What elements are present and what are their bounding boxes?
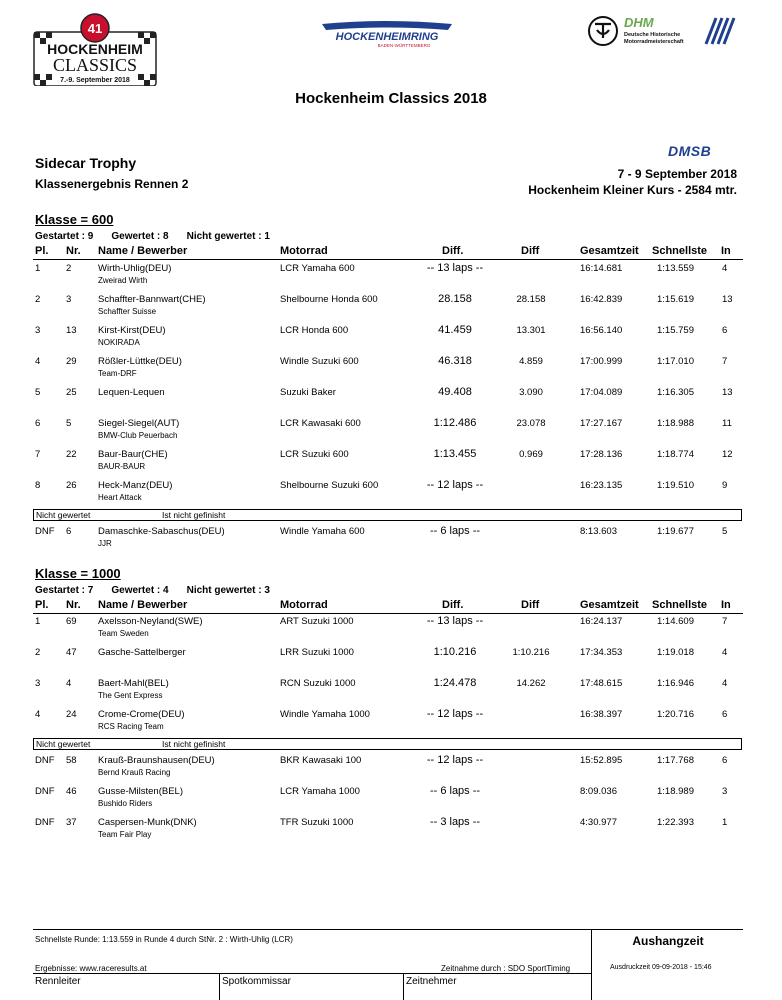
table-row xyxy=(0,678,782,708)
cell-schnellste: 1:18.774 xyxy=(657,449,694,460)
event-venue: Hockenheim Kleiner Kurs - 2584 mtr. xyxy=(528,183,737,197)
svg-text:41: 41 xyxy=(87,21,103,36)
cell-nr: 25 xyxy=(66,387,77,398)
cell-pl: 2 xyxy=(35,294,41,305)
cell-diff: 1:10.216 xyxy=(433,646,477,658)
cell-name: Gusse-Milsten(BEL) xyxy=(98,786,183,797)
cell-pl: 8 xyxy=(35,480,41,491)
timing-provider: Zeitnahme durch : SDO SportTiming xyxy=(441,964,571,973)
class-600-gestartet: Gestartet : 9 xyxy=(35,231,94,242)
cell-team: Zweirad Wirth xyxy=(98,276,148,285)
cell-diff2: 0.969 xyxy=(519,449,543,460)
cell-gesamtzeit: 16:24.137 xyxy=(580,616,623,627)
cell-diff: -- 12 laps -- xyxy=(426,479,484,491)
table-row xyxy=(0,449,782,479)
event-subtitle: Klassenergebnis Rennen 2 xyxy=(35,177,189,191)
cell-diff: -- 13 laps -- xyxy=(426,615,484,627)
cell-team: Team Fair Play xyxy=(98,830,152,839)
table-row xyxy=(0,526,782,556)
cell-gesamtzeit: 4:30.977 xyxy=(580,817,617,828)
nicht-gefinisht-label: Ist nicht gefinisht xyxy=(162,739,226,749)
col-name: Name / Bewerber xyxy=(98,599,188,611)
cell-diff: 1:12.486 xyxy=(433,417,477,429)
nicht-gefinisht-label: Ist nicht gefinisht xyxy=(162,510,226,520)
cell-diff: 28.158 xyxy=(438,293,472,305)
cell-nr: 37 xyxy=(66,817,77,828)
cell-motorrad: Shelbourne Suzuki 600 xyxy=(280,480,379,491)
cell-motorrad: LCR Yamaha 1000 xyxy=(280,786,360,797)
cell-team: Schaffter Suisse xyxy=(98,307,157,316)
svg-text:HOCKENHEIMRING: HOCKENHEIMRING xyxy=(335,31,439,43)
col-diff: Diff. xyxy=(442,599,464,611)
cell-in: 4 xyxy=(722,263,728,274)
cell-pl: 6 xyxy=(35,418,41,429)
cell-diff: 41.459 xyxy=(438,324,472,336)
col-diff2: Diff xyxy=(521,245,540,257)
cell-schnellste: 1:17.768 xyxy=(657,755,694,766)
cell-in: 6 xyxy=(722,325,728,336)
table-row xyxy=(0,480,782,510)
cell-schnellste: 1:16.946 xyxy=(657,678,694,689)
cell-schnellste: 1:19.677 xyxy=(657,526,694,537)
col-schnellste: Schnellste xyxy=(652,599,708,611)
class-1000-column-header xyxy=(0,599,782,613)
cell-pl: 7 xyxy=(35,449,41,460)
class-1000-header-rule xyxy=(33,613,743,614)
cell-diff2: 3.090 xyxy=(519,387,543,398)
cell-gesamtzeit: 16:23.135 xyxy=(580,480,623,491)
cell-gesamtzeit: 8:09.036 xyxy=(580,786,617,797)
cell-schnellste: 1:18.989 xyxy=(657,786,694,797)
cell-gesamtzeit: 17:48.615 xyxy=(580,678,623,689)
cell-gesamtzeit: 17:28.136 xyxy=(580,449,623,460)
cell-in: 4 xyxy=(722,647,728,658)
cell-nr: 2 xyxy=(66,263,72,274)
cell-diff: -- 6 laps -- xyxy=(429,525,481,537)
cell-nr: 3 xyxy=(66,294,72,305)
cell-motorrad: BKR Kawasaki 100 xyxy=(280,755,362,766)
col-in: In xyxy=(721,599,731,611)
nicht-gewertet-label: Nicht gewertet xyxy=(36,510,91,520)
class-1000-stats xyxy=(35,585,270,596)
col-name: Name / Bewerber xyxy=(98,245,188,257)
cell-pl: DNF xyxy=(35,786,55,797)
cell-in: 7 xyxy=(722,616,728,627)
col-pl: Pl. xyxy=(35,599,49,611)
sportkommissar-label: Spotkommissar xyxy=(222,976,291,987)
table-row xyxy=(0,356,782,386)
col-gesamtzeit: Gesamtzeit xyxy=(580,599,639,611)
class-600-title: Klasse = 600 xyxy=(35,212,114,227)
cell-schnellste: 1:15.619 xyxy=(657,294,694,305)
dmsb-logo: DMSB xyxy=(668,143,712,159)
cell-nr: 47 xyxy=(66,647,77,658)
hockenheim-classics-logo xyxy=(32,12,158,86)
cell-diff: 46.318 xyxy=(438,355,472,367)
cell-motorrad: ART Suzuki 1000 xyxy=(280,616,354,627)
aushangzeit-title: Aushangzeit xyxy=(632,934,704,948)
cell-team: NOKIRADA xyxy=(98,338,140,347)
cell-nr: 26 xyxy=(66,480,77,491)
cell-schnellste: 1:19.018 xyxy=(657,647,694,658)
cell-diff: -- 12 laps -- xyxy=(426,708,484,720)
cell-name: Kirst-Kirst(DEU) xyxy=(98,325,166,336)
cell-pl: DNF xyxy=(35,526,55,537)
table-row xyxy=(0,294,782,324)
col-diff: Diff. xyxy=(442,245,464,257)
cell-diff: -- 3 laps -- xyxy=(429,816,481,828)
cell-team: BAUR-BAUR xyxy=(98,462,146,471)
class-1000-nicht-gewertet-bar xyxy=(33,738,742,750)
cell-gesamtzeit: 17:00.999 xyxy=(580,356,623,367)
cell-nr: 4 xyxy=(66,678,72,689)
cell-diff: -- 12 laps -- xyxy=(426,754,484,766)
svg-text:7.-9. September 2018: 7.-9. September 2018 xyxy=(60,77,130,84)
cell-diff: 49.408 xyxy=(438,386,472,398)
cell-pl: DNF xyxy=(35,817,55,828)
zeitnehmer-label: Zeitnehmer xyxy=(406,976,457,987)
cell-motorrad: Windle Yamaha 600 xyxy=(280,526,365,537)
cell-diff: 1:13.455 xyxy=(433,448,477,460)
cell-pl: 1 xyxy=(35,263,41,274)
cell-diff2: 28.158 xyxy=(516,294,546,305)
cell-name: Crome-Crome(DEU) xyxy=(98,709,185,720)
class-1000-gewertet: Gewertet : 4 xyxy=(111,585,169,596)
cell-diff: -- 6 laps -- xyxy=(429,785,481,797)
cell-schnellste: 1:14.609 xyxy=(657,616,694,627)
cell-diff2: 1:10.216 xyxy=(512,647,550,658)
class-600-header-rule xyxy=(33,259,743,260)
footer xyxy=(33,929,743,1000)
cell-diff: -- 13 laps -- xyxy=(426,262,484,274)
cell-team: JJR xyxy=(98,539,112,548)
cell-diff2: 23.078 xyxy=(516,418,546,429)
col-in: In xyxy=(721,245,731,257)
table-row xyxy=(0,418,782,448)
cell-pl: 3 xyxy=(35,325,41,336)
cell-nr: 29 xyxy=(66,356,77,367)
class-600-nicht-gewertet: Nicht gewertet : 1 xyxy=(186,231,270,242)
cell-nr: 13 xyxy=(66,325,77,336)
cell-motorrad: LCR Suzuki 600 xyxy=(280,449,349,460)
cell-name: Lequen-Lequen xyxy=(98,387,165,398)
class-600-nicht-gewertet-bar xyxy=(33,509,742,521)
results-url[interactable]: Ergebnisse: www.raceresults.at xyxy=(35,964,147,973)
cell-in: 7 xyxy=(722,356,728,367)
cell-diff: 1:24.478 xyxy=(433,677,477,689)
cell-pl: 4 xyxy=(35,356,41,367)
cell-team: RCS Racing Team xyxy=(98,722,164,731)
table-row xyxy=(0,647,782,677)
cell-in: 3 xyxy=(722,786,728,797)
logo-bar xyxy=(0,0,782,90)
table-row xyxy=(0,817,782,847)
cell-team: The Gent Express xyxy=(98,691,163,700)
nicht-gewertet-label: Nicht gewertet xyxy=(36,739,91,749)
cell-name: Krauß-Braunshausen(DEU) xyxy=(98,755,215,766)
cell-name: Baur-Baur(CHE) xyxy=(98,449,168,460)
hockenheimring-logo xyxy=(312,20,462,50)
cell-pl: DNF xyxy=(35,755,55,766)
svg-text:DHM: DHM xyxy=(624,15,654,30)
table-row xyxy=(0,755,782,785)
col-motorrad: Motorrad xyxy=(280,245,328,257)
cell-schnellste: 1:16.305 xyxy=(657,387,694,398)
cell-name: Axelsson-Neyland(SWE) xyxy=(98,616,203,627)
cell-diff2: 13.301 xyxy=(516,325,546,336)
cell-in: 9 xyxy=(722,480,728,491)
col-nr: Nr. xyxy=(66,599,81,611)
cell-motorrad: LCR Yamaha 600 xyxy=(280,263,355,274)
cell-motorrad: LCR Kawasaki 600 xyxy=(280,418,361,429)
event-info xyxy=(528,166,737,198)
cell-in: 13 xyxy=(722,294,733,305)
cell-pl: 5 xyxy=(35,387,41,398)
cell-name: Gasche-Sattelberger xyxy=(98,647,186,658)
cell-motorrad: TFR Suzuki 1000 xyxy=(280,817,354,828)
cell-diff2: 4.859 xyxy=(519,356,543,367)
cell-in: 6 xyxy=(722,755,728,766)
cell-gesamtzeit: 17:04.089 xyxy=(580,387,623,398)
cell-team: Team-DRF xyxy=(98,369,137,378)
col-diff2: Diff xyxy=(521,599,540,611)
class-600-stats xyxy=(35,231,270,242)
cell-name: Schaffter-Bannwart(CHE) xyxy=(98,294,206,305)
col-schnellste: Schnellste xyxy=(652,245,708,257)
table-row xyxy=(0,709,782,739)
cell-schnellste: 1:20.716 xyxy=(657,709,694,720)
cell-name: Caspersen-Munk(DNK) xyxy=(98,817,197,828)
cell-nr: 24 xyxy=(66,709,77,720)
cell-gesamtzeit: 16:14.681 xyxy=(580,263,623,274)
col-motorrad: Motorrad xyxy=(280,599,328,611)
cell-team: Bushido Riders xyxy=(98,799,153,808)
cell-gesamtzeit: 17:34.353 xyxy=(580,647,623,658)
col-nr: Nr. xyxy=(66,245,81,257)
cell-in: 13 xyxy=(722,387,733,398)
cell-in: 1 xyxy=(722,817,728,828)
svg-text:CLASSICS: CLASSICS xyxy=(52,55,138,75)
cell-in: 6 xyxy=(722,709,728,720)
cell-gesamtzeit: 8:13.603 xyxy=(580,526,617,537)
event-title: Sidecar Trophy xyxy=(35,155,137,171)
cell-pl: 3 xyxy=(35,678,41,689)
svg-text:Motorradmeisterschaft: Motorradmeisterschaft xyxy=(624,39,684,45)
cell-in: 5 xyxy=(722,526,728,537)
cell-in: 11 xyxy=(722,418,732,429)
cell-nr: 58 xyxy=(66,755,77,766)
rennleiter-label: Rennleiter xyxy=(35,976,81,987)
cell-schnellste: 1:22.393 xyxy=(657,817,694,828)
cell-name: Siegel-Siegel(AUT) xyxy=(98,418,180,429)
cell-gesamtzeit: 16:56.140 xyxy=(580,325,623,336)
cell-nr: 5 xyxy=(66,418,72,429)
table-row xyxy=(0,387,782,417)
cell-schnellste: 1:17.010 xyxy=(657,356,694,367)
ausdruckzeit: Ausdruckzeit 09-09-2018 - 15:46 xyxy=(610,964,712,971)
cell-motorrad: Suzuki Baker xyxy=(280,387,336,398)
fastest-lap: Schnellste Runde: 1:13.559 in Runde 4 durch StNr. 2 : Wirth-Uhlig (LCR) xyxy=(35,935,293,944)
page-title: Hockenheim Classics 2018 xyxy=(295,90,487,107)
cell-name: Rößler-Lüttke(DEU) xyxy=(98,356,182,367)
table-row xyxy=(0,263,782,293)
class-1000-gestartet: Gestartet : 7 xyxy=(35,585,94,596)
svg-text:Deutsche Historische: Deutsche Historische xyxy=(624,32,681,38)
footer-info xyxy=(33,930,591,1000)
cell-motorrad: Shelbourne Honda 600 xyxy=(280,294,378,305)
cell-schnellste: 1:15.759 xyxy=(657,325,694,336)
cell-gesamtzeit: 16:42.839 xyxy=(580,294,623,305)
cell-name: Wirth-Uhlig(DEU) xyxy=(98,263,172,274)
cell-nr: 46 xyxy=(66,786,77,797)
class-600-gewertet: Gewertet : 8 xyxy=(111,231,169,242)
col-gesamtzeit: Gesamtzeit xyxy=(580,245,639,257)
signature-row xyxy=(33,973,591,1000)
col-pl: Pl. xyxy=(35,245,49,257)
cell-motorrad: Windle Suzuki 600 xyxy=(280,356,359,367)
cell-name: Heck-Manz(DEU) xyxy=(98,480,173,491)
cell-schnellste: 1:19.510 xyxy=(657,480,694,491)
class-600-column-header xyxy=(0,245,782,259)
cell-motorrad: LRR Suzuki 1000 xyxy=(280,647,354,658)
cell-team: Team Sweden xyxy=(98,629,149,638)
cell-name: Damaschke-Sabaschus(DEU) xyxy=(98,526,225,537)
class-1000-nicht-gewertet: Nicht gewertet : 3 xyxy=(186,585,270,596)
svg-text:HOCKENHEIM: HOCKENHEIM xyxy=(47,41,143,57)
cell-team: BMW-Club Peuerbach xyxy=(98,431,178,440)
cell-schnellste: 1:18.988 xyxy=(657,418,694,429)
cell-gesamtzeit: 16:38.397 xyxy=(580,709,623,720)
signature-divider xyxy=(403,974,404,1000)
cell-motorrad: LCR Honda 600 xyxy=(280,325,349,336)
cell-pl: 4 xyxy=(35,709,41,720)
cell-in: 4 xyxy=(722,678,728,689)
cell-nr: 6 xyxy=(66,526,72,537)
cell-pl: 2 xyxy=(35,647,41,658)
class-1000-title: Klasse = 1000 xyxy=(35,566,121,581)
cell-schnellste: 1:13.559 xyxy=(657,263,694,274)
cell-name: Baert-Mahl(BEL) xyxy=(98,678,169,689)
svg-text:BADEN-WÜRTTEMBERG: BADEN-WÜRTTEMBERG xyxy=(377,43,431,48)
cell-motorrad: RCN Suzuki 1000 xyxy=(280,678,356,689)
signature-divider xyxy=(219,974,220,1000)
cell-nr: 69 xyxy=(66,616,77,627)
cell-in: 12 xyxy=(722,449,733,460)
table-row xyxy=(0,616,782,646)
dhm-logo xyxy=(588,14,738,48)
cell-gesamtzeit: 15:52.895 xyxy=(580,755,623,766)
cell-motorrad: Windle Yamaha 1000 xyxy=(280,709,370,720)
cell-nr: 22 xyxy=(66,449,77,460)
table-row xyxy=(0,325,782,355)
cell-team: Bernd Krauß Racing xyxy=(98,768,171,777)
table-row xyxy=(0,786,782,816)
event-dates: 7 - 9 September 2018 xyxy=(617,167,737,181)
cell-gesamtzeit: 17:27.167 xyxy=(580,418,623,429)
cell-diff2: 14.262 xyxy=(516,678,546,689)
cell-pl: 1 xyxy=(35,616,41,627)
cell-team: Heart Attack xyxy=(98,493,142,502)
aushangzeit-box xyxy=(591,930,743,1000)
